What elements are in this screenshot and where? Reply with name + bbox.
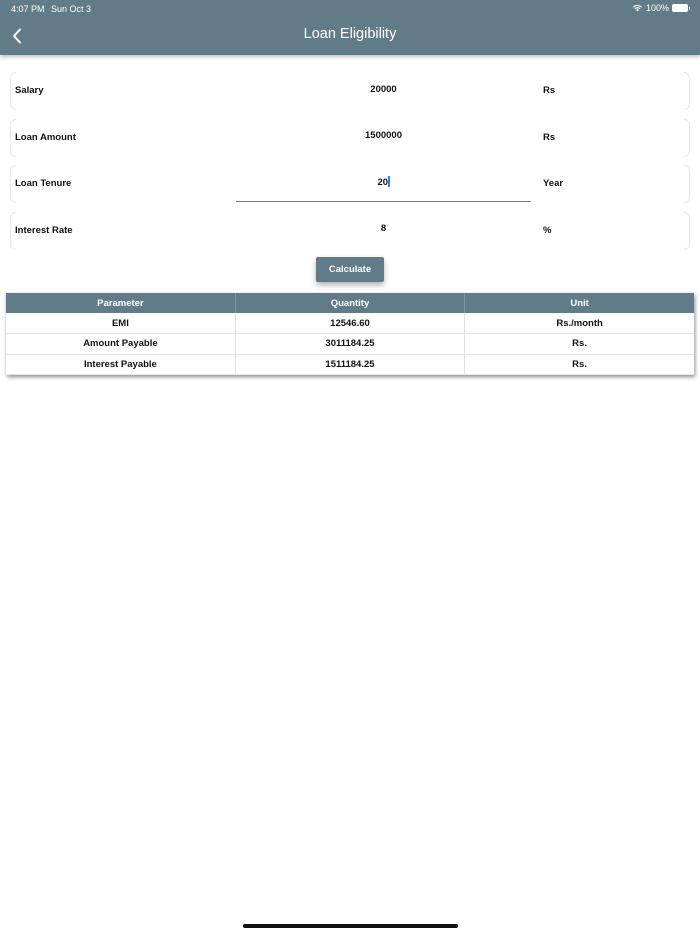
cell-unit: Rs./month bbox=[465, 313, 694, 334]
status-indicators bbox=[632, 3, 688, 13]
home-indicator[interactable] bbox=[243, 924, 458, 928]
interest-rate-row bbox=[0, 208, 700, 255]
loan-tenure-value: 20 bbox=[377, 177, 389, 188]
interest-rate-unit: % bbox=[543, 224, 552, 236]
calculate-button[interactable]: Calculate bbox=[316, 257, 384, 282]
cell-quantity: 12546.60 bbox=[235, 313, 464, 334]
row-border-right bbox=[684, 72, 690, 110]
salary-input[interactable] bbox=[236, 78, 531, 100]
status-date: Sun Oct 3 bbox=[51, 4, 92, 14]
cell-unit: Rs. bbox=[465, 334, 694, 355]
salary-unit: Rs bbox=[543, 85, 556, 96]
loan-form bbox=[0, 68, 700, 254]
salary-row bbox=[0, 68, 700, 115]
table-row bbox=[6, 313, 694, 334]
loan-amount-label: Loan Amount bbox=[15, 131, 76, 143]
app-header bbox=[0, 0, 700, 55]
cell-quantity: 1511184.25 bbox=[235, 354, 464, 375]
battery-icon bbox=[672, 4, 688, 12]
battery-percent: 100% bbox=[645, 3, 669, 13]
page-title: Loan Eligibility bbox=[303, 26, 397, 42]
loan-amount-input[interactable] bbox=[236, 125, 531, 147]
loan-tenure-label: Loan Tenure bbox=[15, 178, 72, 189]
interest-rate-input[interactable] bbox=[236, 218, 531, 240]
cell-unit: Rs. bbox=[465, 354, 694, 375]
results-table bbox=[6, 293, 694, 375]
loan-amount-unit: Rs bbox=[543, 131, 556, 143]
loan-amount-row bbox=[0, 115, 700, 162]
salary-label: Salary bbox=[15, 85, 44, 96]
row-border-right bbox=[684, 212, 690, 250]
wifi-icon bbox=[632, 4, 643, 12]
status-time: 4:07 PM bbox=[11, 4, 45, 14]
loan-tenure-row bbox=[0, 161, 700, 208]
header-unit: Unit bbox=[465, 293, 694, 313]
cell-parameter: EMI bbox=[6, 313, 235, 334]
cell-quantity: 3011184.25 bbox=[235, 334, 464, 355]
table-row bbox=[6, 354, 694, 375]
status-bar bbox=[0, 0, 700, 16]
text-caret bbox=[388, 176, 390, 187]
cell-parameter: Amount Payable bbox=[6, 334, 235, 355]
row-border-right bbox=[684, 119, 690, 157]
interest-rate-label: Interest Rate bbox=[15, 224, 73, 236]
loan-tenure-input[interactable] bbox=[236, 171, 531, 202]
row-border-right bbox=[684, 165, 690, 203]
header-parameter: Parameter bbox=[6, 293, 235, 313]
header-quantity: Quantity bbox=[235, 293, 464, 313]
table-row bbox=[6, 334, 694, 355]
cell-parameter: Interest Payable bbox=[6, 354, 235, 375]
loan-tenure-unit: Year bbox=[543, 178, 564, 189]
table-header-row bbox=[6, 293, 694, 313]
